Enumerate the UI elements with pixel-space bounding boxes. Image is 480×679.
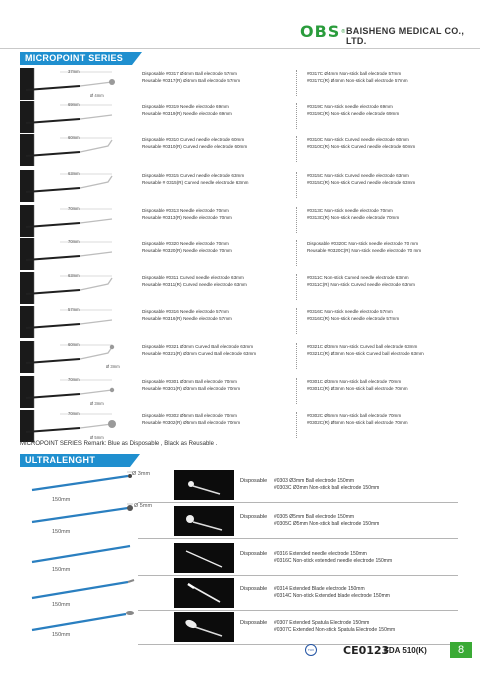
electrode-tip-photo (174, 612, 234, 642)
product-line: #0305 Ø5mm Ball electrode 150mm (274, 514, 355, 520)
fda-mark: FDA 510(K) (384, 646, 427, 655)
product-description (142, 379, 292, 392)
ul-length-1: 150mm (52, 497, 71, 503)
product-row (20, 306, 460, 338)
product-description (142, 137, 292, 150)
product-line: #0316 Extended needle electrode 150mm (274, 551, 367, 557)
product-line: Reusable #0321(R) Ø3mm Curved Ball electrode 63mm (142, 350, 257, 356)
product-line: Reusable #0316(R) Needle electrode 57mm (142, 315, 232, 321)
product-line: Reusable #0319(R) Needle electrode 69mm (142, 110, 232, 116)
series-remark: MICROPOINT SERIES Remark: Blue as Disposable , Black as Reusable . (20, 441, 218, 447)
product-row (20, 134, 460, 166)
footer (0, 640, 480, 679)
micropoint-title-text: MICROPOINT SERIES (25, 53, 124, 63)
nonstick-description (307, 71, 467, 84)
length-label: 69mm (68, 102, 80, 107)
nonstick-description (307, 173, 467, 186)
length-label: 37mm (68, 69, 80, 74)
product-line: Disposable #0315 Curved needle electrode 63mm (142, 173, 245, 178)
product-line: Reusable #0310(R) Curved needle electrode 60mm (142, 143, 248, 149)
length-label: 63mm (68, 171, 80, 176)
type-label: Disposable (240, 551, 268, 557)
product-line: Reusable #0320C(R) Non-stick needle electrode 70 mm (307, 247, 422, 253)
electrode-5 (32, 611, 134, 630)
column-divider (296, 103, 297, 129)
registered-mark: ® (341, 28, 346, 35)
nonstick-description (307, 309, 467, 322)
product-description (142, 344, 292, 357)
product-description (274, 551, 392, 565)
product-line: #0316C(R) Non-stick needle electrode 57mm (307, 315, 400, 321)
product-line: Disposable #0319 Needle electrode 69mm (142, 104, 229, 109)
product-description (142, 275, 292, 288)
product-line: #0307C Extended Non-stick Spatula Electrode 150mm (274, 627, 396, 633)
nonstick-description (307, 104, 467, 117)
nonstick-description (307, 208, 467, 221)
product-description (274, 620, 395, 634)
column-divider (296, 240, 297, 266)
product-line: Disposable #0317 Ø4mm Ball electrode 57mm (142, 71, 237, 76)
product-line: #0311C Non-stick Curved needle electrode 63mm (307, 275, 409, 280)
product-row (20, 68, 460, 100)
tip-diameter-label: Ø 3mm (90, 401, 104, 406)
ce-mark: CE0123 (343, 644, 390, 657)
product-description (142, 309, 292, 322)
nonstick-description (307, 413, 467, 426)
column-divider (296, 308, 297, 334)
row-divider (138, 538, 458, 539)
product-description (142, 104, 292, 117)
product-row (20, 341, 460, 373)
electrode-1 (32, 474, 132, 490)
product-line: Reusable #0317(R) Ø4mm Ball electrode 57mm (142, 77, 241, 83)
product-line: #0315C Non-stick Curved needle electrode 63mm (307, 173, 409, 178)
product-line: #0321C(R) Ø3mm Non-stick Curved ball electrode 63mm (307, 350, 424, 356)
product-line: #0317C Ø4mm Non-stick ball electrode 57mm (307, 71, 402, 76)
length-label: 60mm (68, 342, 80, 347)
column-divider (296, 172, 297, 198)
product-description (274, 478, 379, 492)
length-label: 70mm (68, 206, 80, 211)
tip-diameter-label: Ø 4mm (90, 93, 104, 98)
product-line: Disposable #0313 Needle electrode 70mm (142, 208, 229, 213)
product-line: #0319C Non-stick needle electrode 69mm (307, 104, 393, 109)
tip-diameter-label: Ø 5mm (90, 435, 104, 440)
type-label: Disposable (240, 620, 268, 626)
product-line: #0301C Ø3mm Non-stick ball electrode 70mm (307, 379, 402, 384)
column-divider (296, 412, 297, 438)
nonstick-description (307, 275, 467, 288)
product-line: #0313C Non-stick needle electrode 70mm (307, 208, 393, 213)
product-description (274, 514, 379, 528)
product-description (142, 413, 292, 426)
column-divider (296, 274, 297, 300)
electrode-tip-photo (174, 578, 234, 608)
product-line: #0311C(R) Non-stick Curved needle electrode 63mm (307, 281, 415, 287)
ultralength-title-text: ULTRALENGHT SERIES (25, 455, 96, 478)
product-description (274, 586, 390, 600)
product-line: Disposable #0320 Needle electrode 70mm (142, 241, 229, 246)
product-line: #0302C(R) Ø5mm Non-stick ball electrode 70mm (307, 419, 408, 425)
product-line: Disposable #0320C Non-stick needle electrode 70 mm (307, 241, 419, 246)
product-line: #0303C Ø3mm Non-stick ball electrode 150mm (274, 485, 380, 491)
length-label: 70mm (68, 377, 80, 382)
column-divider (296, 343, 297, 369)
product-line: Reusable #0313(R) Needle electrode 70mm (142, 214, 232, 220)
product-line: #0316C Non-stick needle electrode 57mm (307, 309, 393, 314)
product-line: #0314 Extended Blade electrode 150mm (274, 586, 365, 592)
nonstick-description (307, 241, 467, 254)
company-name: BAISHENG MEDICAL CO., LTD. (346, 26, 465, 46)
product-line: Disposable #0321 Ø3mm Curved Ball electrode 63mm (142, 344, 254, 349)
product-description (142, 241, 292, 254)
ul-length-4: 150mm (52, 602, 71, 608)
company-logo (300, 22, 345, 41)
product-row (20, 376, 460, 408)
product-line: #0313C(R) Non-stick needle electrode 70mm (307, 214, 400, 220)
product-line: #0307 Extended Spatula Electrode 150mm (274, 620, 370, 626)
product-line: #0301C(R) Ø3mm Non-stick ball electrode 70mm (307, 385, 408, 391)
product-row (20, 205, 460, 237)
column-divider (296, 207, 297, 233)
length-label: 70mm (68, 411, 80, 416)
electrode-3 (32, 546, 130, 562)
product-row (20, 238, 460, 270)
electrode-tip-photo (174, 470, 234, 500)
product-description (142, 71, 292, 84)
ul-length-2: 150mm (52, 529, 71, 535)
product-line: Disposable #0316 Needle electrode 57mm (142, 309, 229, 314)
ul-length-3: 150mm (52, 567, 71, 573)
length-label: 70mm (68, 239, 80, 244)
electrode-4 (32, 580, 134, 598)
product-line: Disposable #0301 Ø3mm Ball electrode 70mm (142, 379, 237, 384)
product-description (142, 208, 292, 221)
ul-length-5: 150mm (52, 632, 71, 638)
product-line: #0321C Ø3mm Non-stick Curved ball electrode 63mm (307, 344, 418, 349)
row-divider (138, 610, 458, 611)
product-line: #0310C(R) Non-stick Curved needle electrode 60mm (307, 143, 416, 149)
product-line: Reusable #0320(R) Needle electrode 70mm (142, 247, 232, 253)
product-row (20, 410, 460, 442)
product-row (20, 101, 460, 133)
product-line: #0316C Non-stick extended needle electrode 150mm (274, 558, 393, 564)
nonstick-description (307, 137, 467, 150)
product-line: Reusable #0311(R) Curved needle electrode 63mm (142, 281, 247, 287)
page-number: 8 (450, 642, 472, 658)
product-line: Disposable #0311 Curved needle electrode 63mm (142, 275, 244, 280)
length-label: 63mm (68, 273, 80, 278)
product-line: #0305C Ø5mm Non-stick ball electrode 150mm (274, 521, 380, 527)
product-line: #0317C(R) Ø4mm Non-stick ball electrode 57mm (307, 77, 408, 83)
row-divider (138, 502, 458, 503)
product-line: #0319C(R) Non-stick needle electrode 69mm (307, 110, 400, 116)
ul-diameter-5: Ø 5mm (134, 503, 153, 509)
product-line: Reusable #0301(R) Ø3mm Ball electrode 70mm (142, 385, 241, 391)
tip-diameter-label: Ø 3mm (106, 364, 120, 369)
length-label: 57mm (68, 307, 80, 312)
electrode-2 (32, 505, 133, 522)
length-label: 60mm (68, 135, 80, 140)
ultralength-title (20, 454, 130, 478)
micropoint-title (20, 52, 132, 65)
nonstick-description (307, 344, 467, 357)
product-line: #0303 Ø3mm Ball electrode 150mm (274, 478, 355, 484)
type-label: Disposable (240, 586, 268, 592)
product-description (142, 173, 292, 186)
electrode-tip-photo (174, 506, 234, 536)
type-label: Disposable (240, 514, 268, 520)
ul-diameter-3: Ø 3mm (132, 471, 151, 477)
product-line: #0314C Non-stick Extended blade electrode 150mm (274, 593, 390, 599)
row-divider (138, 575, 458, 576)
product-line: Reusable #0302(R) Ø5mm Ball electrode 70mm (142, 419, 241, 425)
electrode-tip-photo (174, 543, 234, 573)
product-line: Disposable #0302 Ø5mm Ball electrode 70mm (142, 413, 237, 418)
logo-mark: OBS (300, 22, 341, 41)
ultralength-electrodes-drawing (24, 470, 174, 650)
product-row (20, 272, 460, 304)
product-line: Disposable #0310 Curved needle electrode 60mm (142, 137, 245, 142)
product-line: #0315C(R) Non-stick Curved needle electrode 63mm (307, 179, 416, 185)
product-line: #0302C Ø5mm Non-stick ball electrode 70mm (307, 413, 402, 418)
column-divider (296, 136, 297, 162)
column-divider (296, 70, 297, 96)
nonstick-description (307, 379, 467, 392)
product-row (20, 170, 460, 202)
product-line: #0310C Non-stick Curved needle electrode 60mm (307, 137, 409, 142)
type-label: Disposable (240, 478, 268, 484)
tuv-badge: TUV (305, 644, 317, 656)
column-divider (296, 378, 297, 404)
product-line: Reusable # 0315(R) Curved needle electrode 63mm (142, 179, 249, 185)
